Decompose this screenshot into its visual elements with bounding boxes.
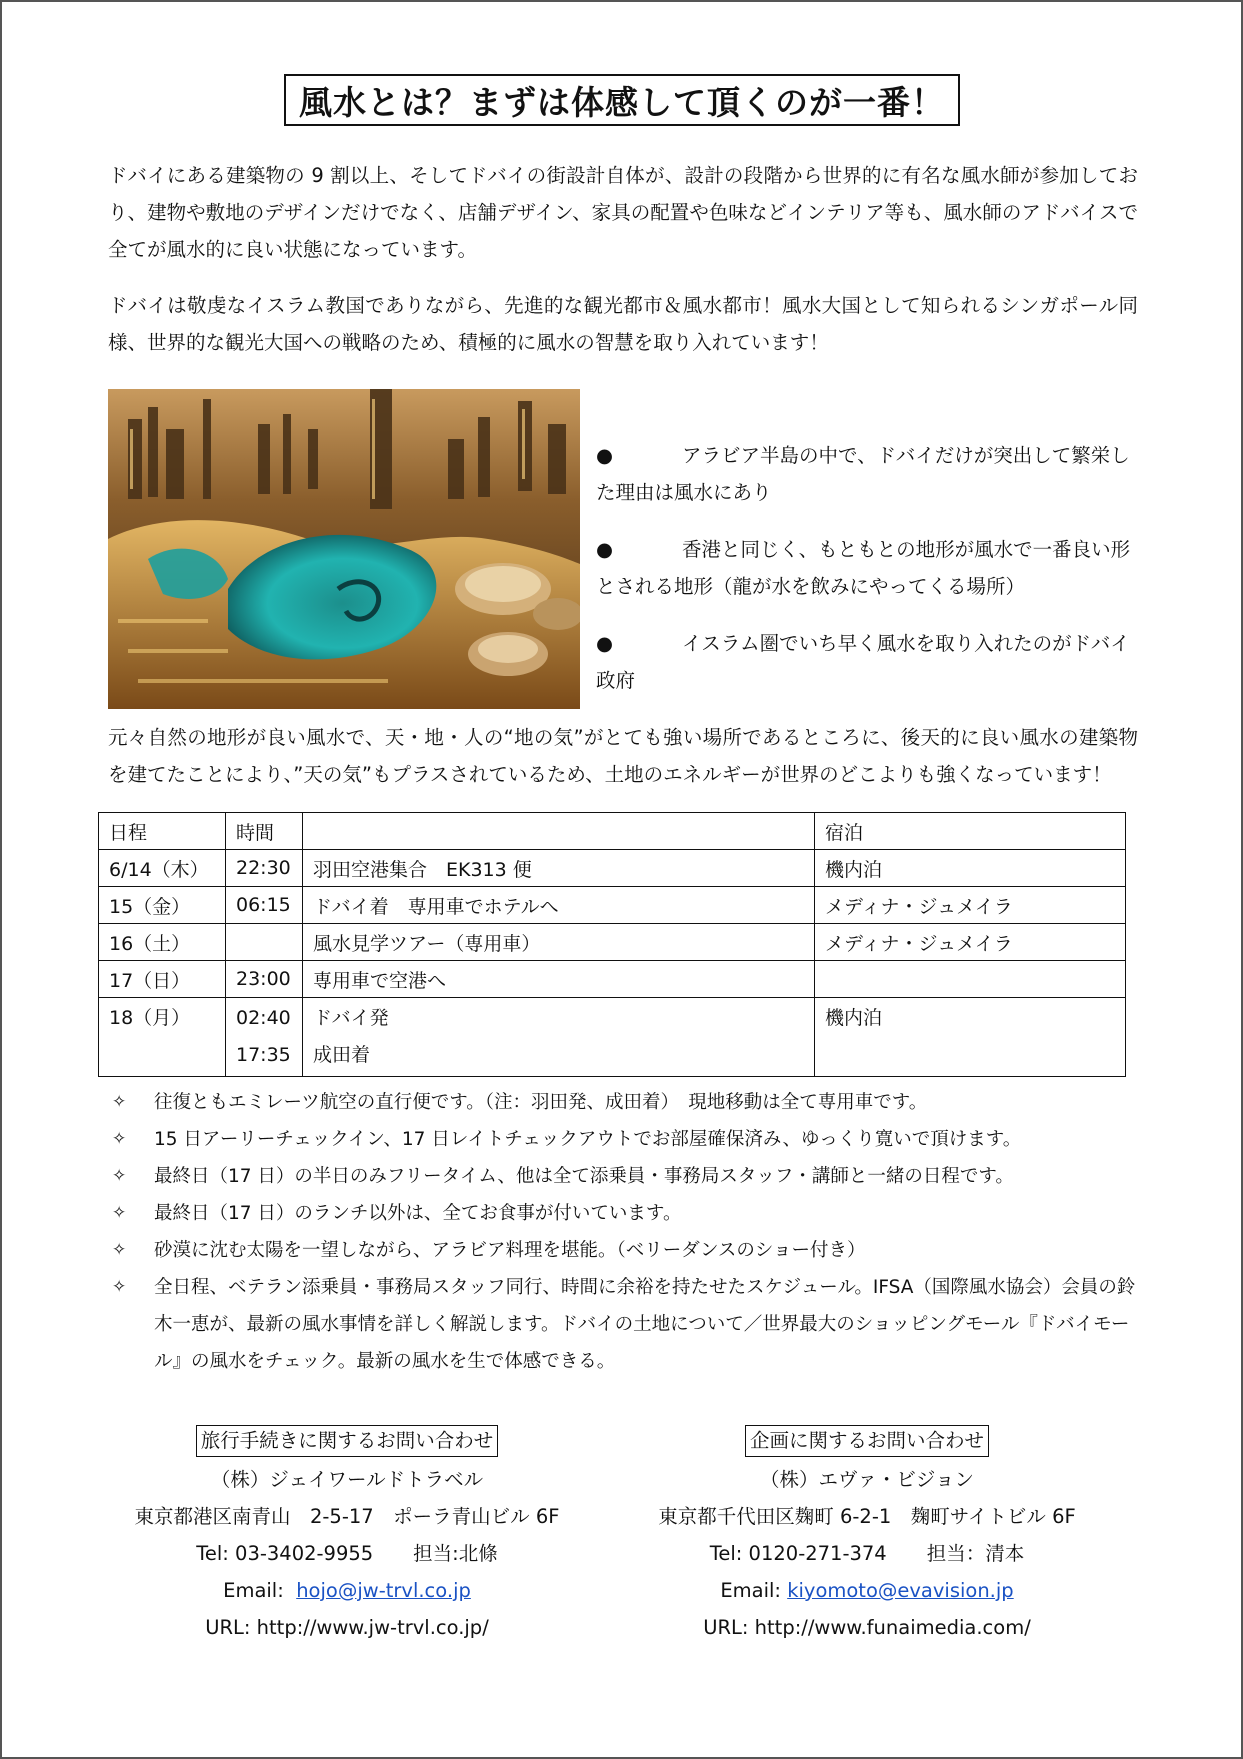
cell-time: 06:15 (226, 887, 303, 924)
travel-email-label: Email: (223, 1579, 284, 1602)
cell-plan: ドバイ着 専用車でホテルへ (303, 887, 815, 924)
intro-paragraph-1: ドバイにある建築物の 9 割以上、そしてドバイの街設計自体が、設計の段階から世界的に有名な風水師が参加しており、建物や敷地のデザインだけでなく、店舗デザイン、家具の配置や色味などインテリア等も、風水師のアドバイスで全てが風水的に良い状態になっています。 (108, 164, 1138, 261)
planning-company-name: （株）エヴァ・ビジョン (760, 1468, 974, 1491)
sparkle-icon: ✧ (112, 1277, 127, 1297)
cell-date-text: 18（月） (109, 1007, 191, 1029)
planning-url: URL: http://www.funaimedia.com/ (703, 1616, 1031, 1639)
dubai-aerial-photo (108, 389, 580, 709)
column-header-date: 日程 (99, 813, 226, 850)
table-row (99, 887, 1126, 924)
planning-contact-heading: 企画に関するお問い合わせ (745, 1425, 989, 1457)
cell-time (226, 998, 303, 1077)
cell-stay (815, 998, 1126, 1077)
travel-phone-line (102, 1535, 592, 1572)
cell-plan-text-2: 成田着 (313, 1044, 371, 1066)
column-header-time: 時間 (226, 813, 303, 850)
note-text: 最終日（17 日）の半日のみフリータイム、他は全て添乗員・事務局スタッフ・講師と一緒の日程です。 (154, 1166, 1014, 1187)
sparkle-icon: ✧ (112, 1166, 127, 1186)
travel-person: 担当:北條 (413, 1542, 498, 1565)
list-item (112, 1084, 1142, 1121)
note-text: 全日程、ベテラン添乗員・事務局スタッフ同行、時間に余裕を持たせたスケジュール。IFSA（国際風水協会）会員の鈴木一恵が、最新の風水事情を詳しく解説します。ドバイの土地について／世界最大のショッピングモール『ドバイモール』の風水をチェック。最新の風水を生で体感できる。 (154, 1277, 1136, 1372)
table-row (99, 961, 1126, 998)
planning-contact-block (622, 1422, 1112, 1646)
travel-company-name: （株）ジェイワールドトラベル (210, 1468, 484, 1491)
travel-contact-block (102, 1422, 592, 1646)
bullet-text: アラビア半島の中で、ドバイだけが突出して繁栄した理由は風水にあり (596, 444, 1130, 504)
travel-tel: Tel: 03-3402-9955 (196, 1542, 374, 1565)
list-item (112, 1121, 1142, 1158)
table-row (99, 850, 1126, 887)
cell-stay-text: 機内泊 (825, 1007, 883, 1029)
list-item (596, 625, 1138, 699)
travel-url: URL: http://www.jw-trvl.co.jp/ (205, 1616, 489, 1639)
table-header-row (99, 813, 1126, 850)
sparkle-icon: ✧ (112, 1240, 127, 1260)
notes-list (112, 1084, 1142, 1380)
feature-bullet-list (596, 437, 1138, 719)
note-text: 最終日（17 日）のランチ以外は、全てお食事が付いています。 (154, 1203, 682, 1224)
sparkle-icon: ✧ (112, 1203, 127, 1223)
cell-plan: 風水見学ツアー（専用車） (303, 924, 815, 961)
cell-time-text-2: 17:35 (236, 1044, 291, 1066)
bullet-text: 香港と同じく、もともとの地形が風水で一番良い形とされる地形（龍が水を飲みにやってくる場所） (596, 538, 1131, 598)
note-text: 往復ともエミレーツ航空の直行便です。（注：羽田発、成田着） 現地移動は全て専用車です。 (154, 1092, 928, 1113)
cell-plan: 羽田空港集合 EK313 便 (303, 850, 815, 887)
cell-time-text: 02:40 (236, 1007, 291, 1029)
planning-email-line (622, 1572, 1112, 1609)
travel-contact-heading: 旅行手続きに関するお問い合わせ (196, 1425, 499, 1457)
bullet-icon: ● (596, 538, 614, 561)
table-row (99, 924, 1126, 961)
cell-date: 17（日） (99, 961, 226, 998)
cell-time: 22:30 (226, 850, 303, 887)
list-item (112, 1269, 1142, 1380)
bullet-icon: ● (596, 632, 614, 655)
note-text: 砂漠に沈む太陽を一望しながら、アラビア料理を堪能。（ベリーダンスのショー付き） (154, 1240, 866, 1261)
schedule-table (98, 812, 1126, 1077)
cell-time (226, 924, 303, 961)
cell-date (99, 998, 226, 1077)
summary-paragraph: 元々自然の地形が良い風水で、天・地・人の“地の気”がとても強い場所であるところに、後天的に良い風水の建築物を建てたことにより、”天の気”もプラスされているため、土地のエネルギーが世界のどこよりも強くなっています！ (108, 726, 1138, 786)
cell-time: 23:00 (226, 961, 303, 998)
planning-email-link[interactable]: kiyomoto@evavision.jp (787, 1579, 1014, 1602)
cell-date: 6/14（木） (99, 850, 226, 887)
table-row (99, 998, 1126, 1077)
planning-email-label: Email: (720, 1579, 781, 1602)
bullet-text: イスラム圏でいち早く風水を取り入れたのがドバイ政府 (596, 632, 1130, 692)
sparkle-icon: ✧ (112, 1092, 127, 1112)
note-text: 15 日アーリーチェックイン、17 日レイトチェックアウトでお部屋確保済み、ゆっくり寛いで頂けます。 (154, 1129, 1022, 1150)
cell-stay: メディナ・ジュメイラ (815, 924, 1126, 961)
travel-address: 東京都港区南青山 2-5-17 ポーラ青山ビル 6F (134, 1505, 560, 1528)
column-header-stay: 宿泊 (815, 813, 1126, 850)
bullet-icon: ● (596, 444, 614, 467)
travel-email-line (102, 1572, 592, 1609)
list-item (596, 437, 1138, 511)
cell-stay (815, 961, 1126, 998)
cell-date: 15（金） (99, 887, 226, 924)
cell-stay: 機内泊 (815, 850, 1126, 887)
sparkle-icon: ✧ (112, 1129, 127, 1149)
cell-date: 16（土） (99, 924, 226, 961)
list-item (112, 1232, 1142, 1269)
planning-phone-line (622, 1535, 1112, 1572)
travel-email-link[interactable]: hojo@jw-trvl.co.jp (296, 1579, 471, 1602)
cell-plan-text: ドバイ発 (313, 1007, 389, 1029)
intro-paragraph-2: ドバイは敬虔なイスラム教国でありながら、先進的な観光都市＆風水都市！風水大国として知られるシンガポール同様、世界的な観光大国への戦略のため、積極的に風水の智慧を取り入れています！ (108, 294, 1138, 354)
planning-address: 東京都千代田区麹町 6-2-1 麹町サイトビル 6F (658, 1505, 1076, 1528)
list-item (112, 1158, 1142, 1195)
list-item (112, 1195, 1142, 1232)
column-header-plan (303, 813, 815, 850)
planning-person: 担当：清本 (926, 1542, 1025, 1565)
page-title: 風水とは？まずは体感して頂くのが一番！ (284, 74, 960, 126)
planning-tel: Tel: 0120-271-374 (709, 1542, 887, 1565)
list-item (596, 531, 1138, 605)
cell-plan: 専用車で空港へ (303, 961, 815, 998)
cell-stay: メディナ・ジュメイラ (815, 887, 1126, 924)
cell-plan (303, 998, 815, 1077)
